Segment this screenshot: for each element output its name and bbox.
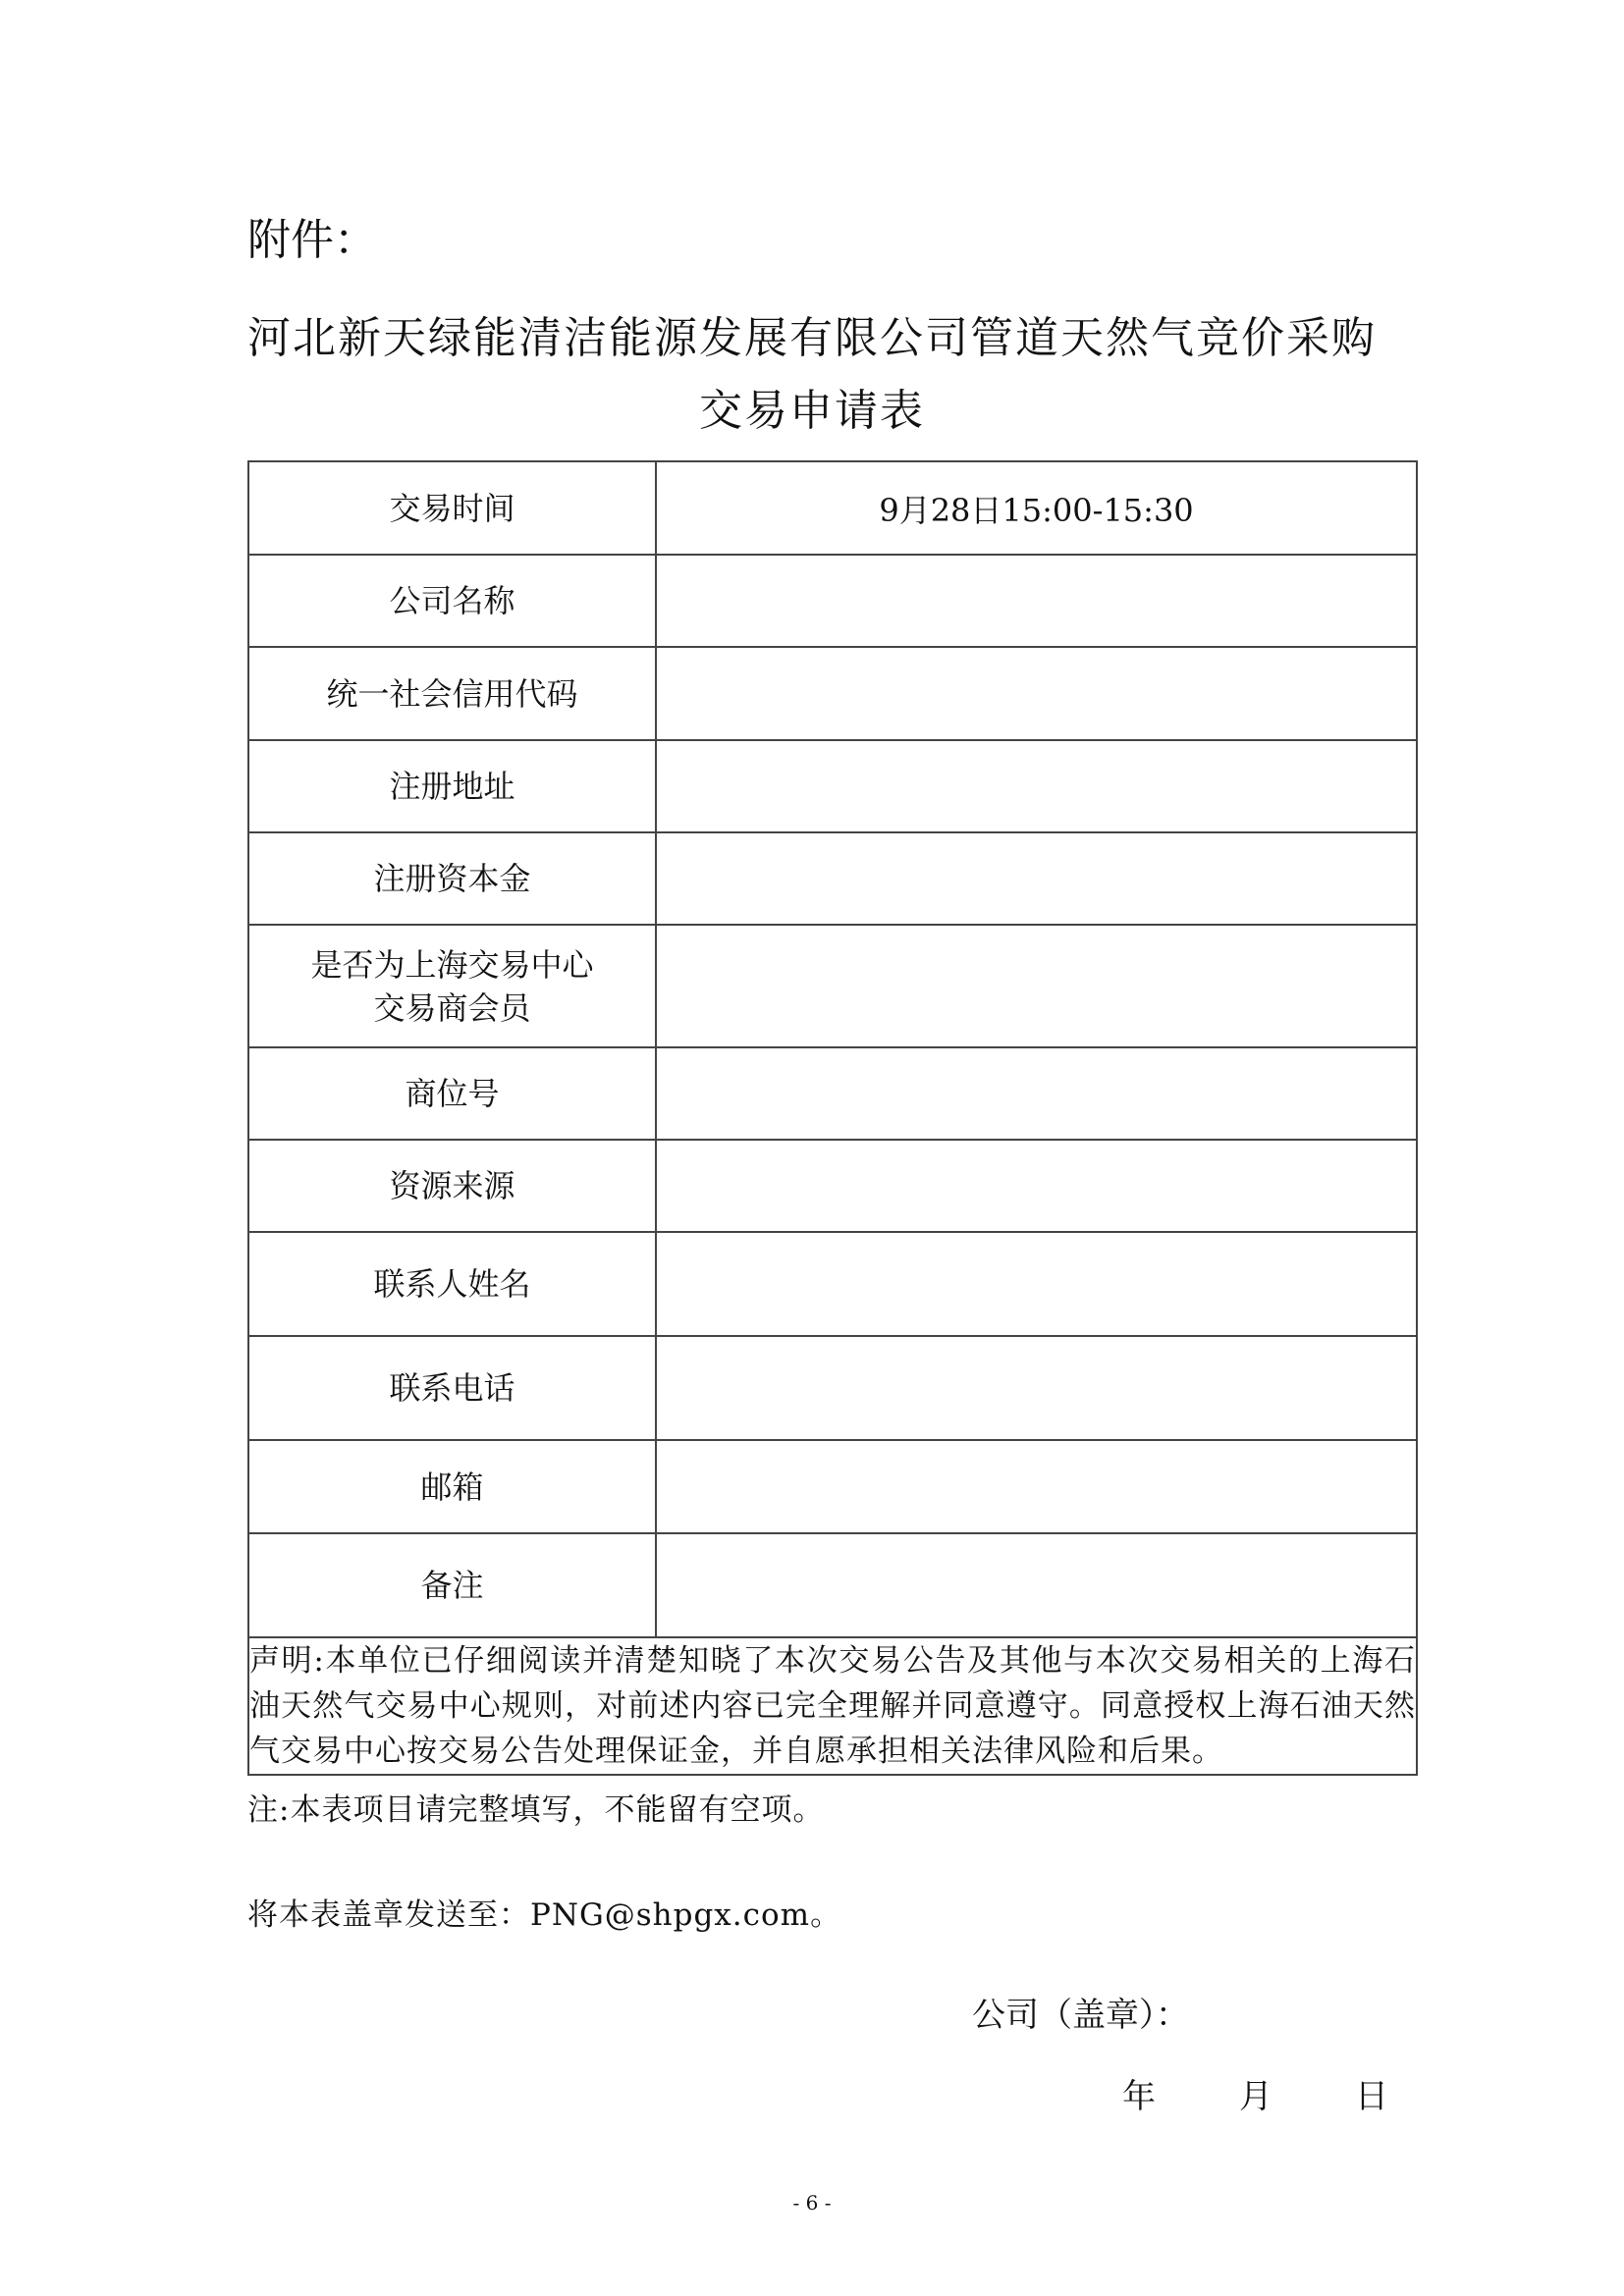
form-row-label: 公司名称 — [248, 555, 656, 647]
form-row — [248, 647, 1417, 740]
form-title-line2: 交易申请表 — [699, 386, 925, 436]
form-row-value[interactable] — [656, 1440, 1417, 1533]
date-day-label: 日 — [1355, 2077, 1388, 2116]
company-seal-label: 公司（盖章）： — [972, 1996, 1189, 2035]
form-row-value[interactable] — [656, 925, 1417, 1047]
form-row — [248, 925, 1417, 1047]
form-row-value[interactable] — [656, 1047, 1417, 1140]
send-instruction: 将本表盖章发送至：PNG@shpgx.com。 — [247, 1897, 842, 1933]
form-row-label: 联系电话 — [248, 1336, 656, 1440]
form-row — [248, 1232, 1417, 1336]
date-year-label: 年 — [1122, 2077, 1156, 2116]
page-number: - 6 - — [792, 2191, 832, 2215]
form-row-label: 是否为上海交易中心 交易商会员 — [248, 925, 656, 1047]
form-row — [248, 1440, 1417, 1533]
form-row-label: 注册地址 — [248, 740, 656, 832]
form-row — [248, 1140, 1417, 1232]
form-title-line1: 河北新天绿能清洁能源发展有限公司管道天然气竞价采购 — [247, 313, 1377, 363]
fill-note: 注:本表项目请完整填写，不能留有空项。 — [247, 1792, 825, 1828]
date-month-label: 月 — [1239, 2077, 1272, 2116]
form-row-value[interactable] — [656, 1336, 1417, 1440]
form-row-value[interactable] — [656, 1140, 1417, 1232]
form-row-label: 商位号 — [248, 1047, 656, 1140]
form-row-value[interactable] — [656, 740, 1417, 832]
form-row-label: 交易时间 — [248, 461, 656, 555]
form-row — [248, 1533, 1417, 1637]
declaration-row — [248, 1637, 1417, 1775]
form-row-value[interactable] — [656, 832, 1417, 925]
form-row-label: 邮箱 — [248, 1440, 656, 1533]
form-row — [248, 1336, 1417, 1440]
declaration-text: 声明:本单位已仔细阅读并清楚知晓了本次交易公告及其他与本次交易相关的上海石油天然气交易中心规则，对前述内容已完全理解并同意遵守。同意授权上海石油天然气交易中心按交易公告处理保证金，并自愿承担相关法律风险和后果。 — [248, 1637, 1417, 1775]
form-row-label: 统一社会信用代码 — [248, 647, 656, 740]
form-row — [248, 555, 1417, 647]
form-row-label: 资源来源 — [248, 1140, 656, 1232]
form-row-value[interactable] — [656, 647, 1417, 740]
form-row-label: 联系人姓名 — [248, 1232, 656, 1336]
form-row — [248, 1047, 1417, 1140]
application-form-table — [247, 460, 1418, 1776]
form-row — [248, 832, 1417, 925]
form-row-label: 注册资本金 — [248, 832, 656, 925]
form-row-value[interactable]: 9月28日15:00-15:30 — [656, 461, 1417, 555]
form-row-value[interactable] — [656, 555, 1417, 647]
form-row — [248, 740, 1417, 832]
form-row-label: 备注 — [248, 1533, 656, 1637]
form-row-value[interactable] — [656, 1533, 1417, 1637]
form-row-value[interactable] — [656, 1232, 1417, 1336]
form-row — [248, 461, 1417, 555]
attachment-label: 附件： — [247, 215, 377, 265]
